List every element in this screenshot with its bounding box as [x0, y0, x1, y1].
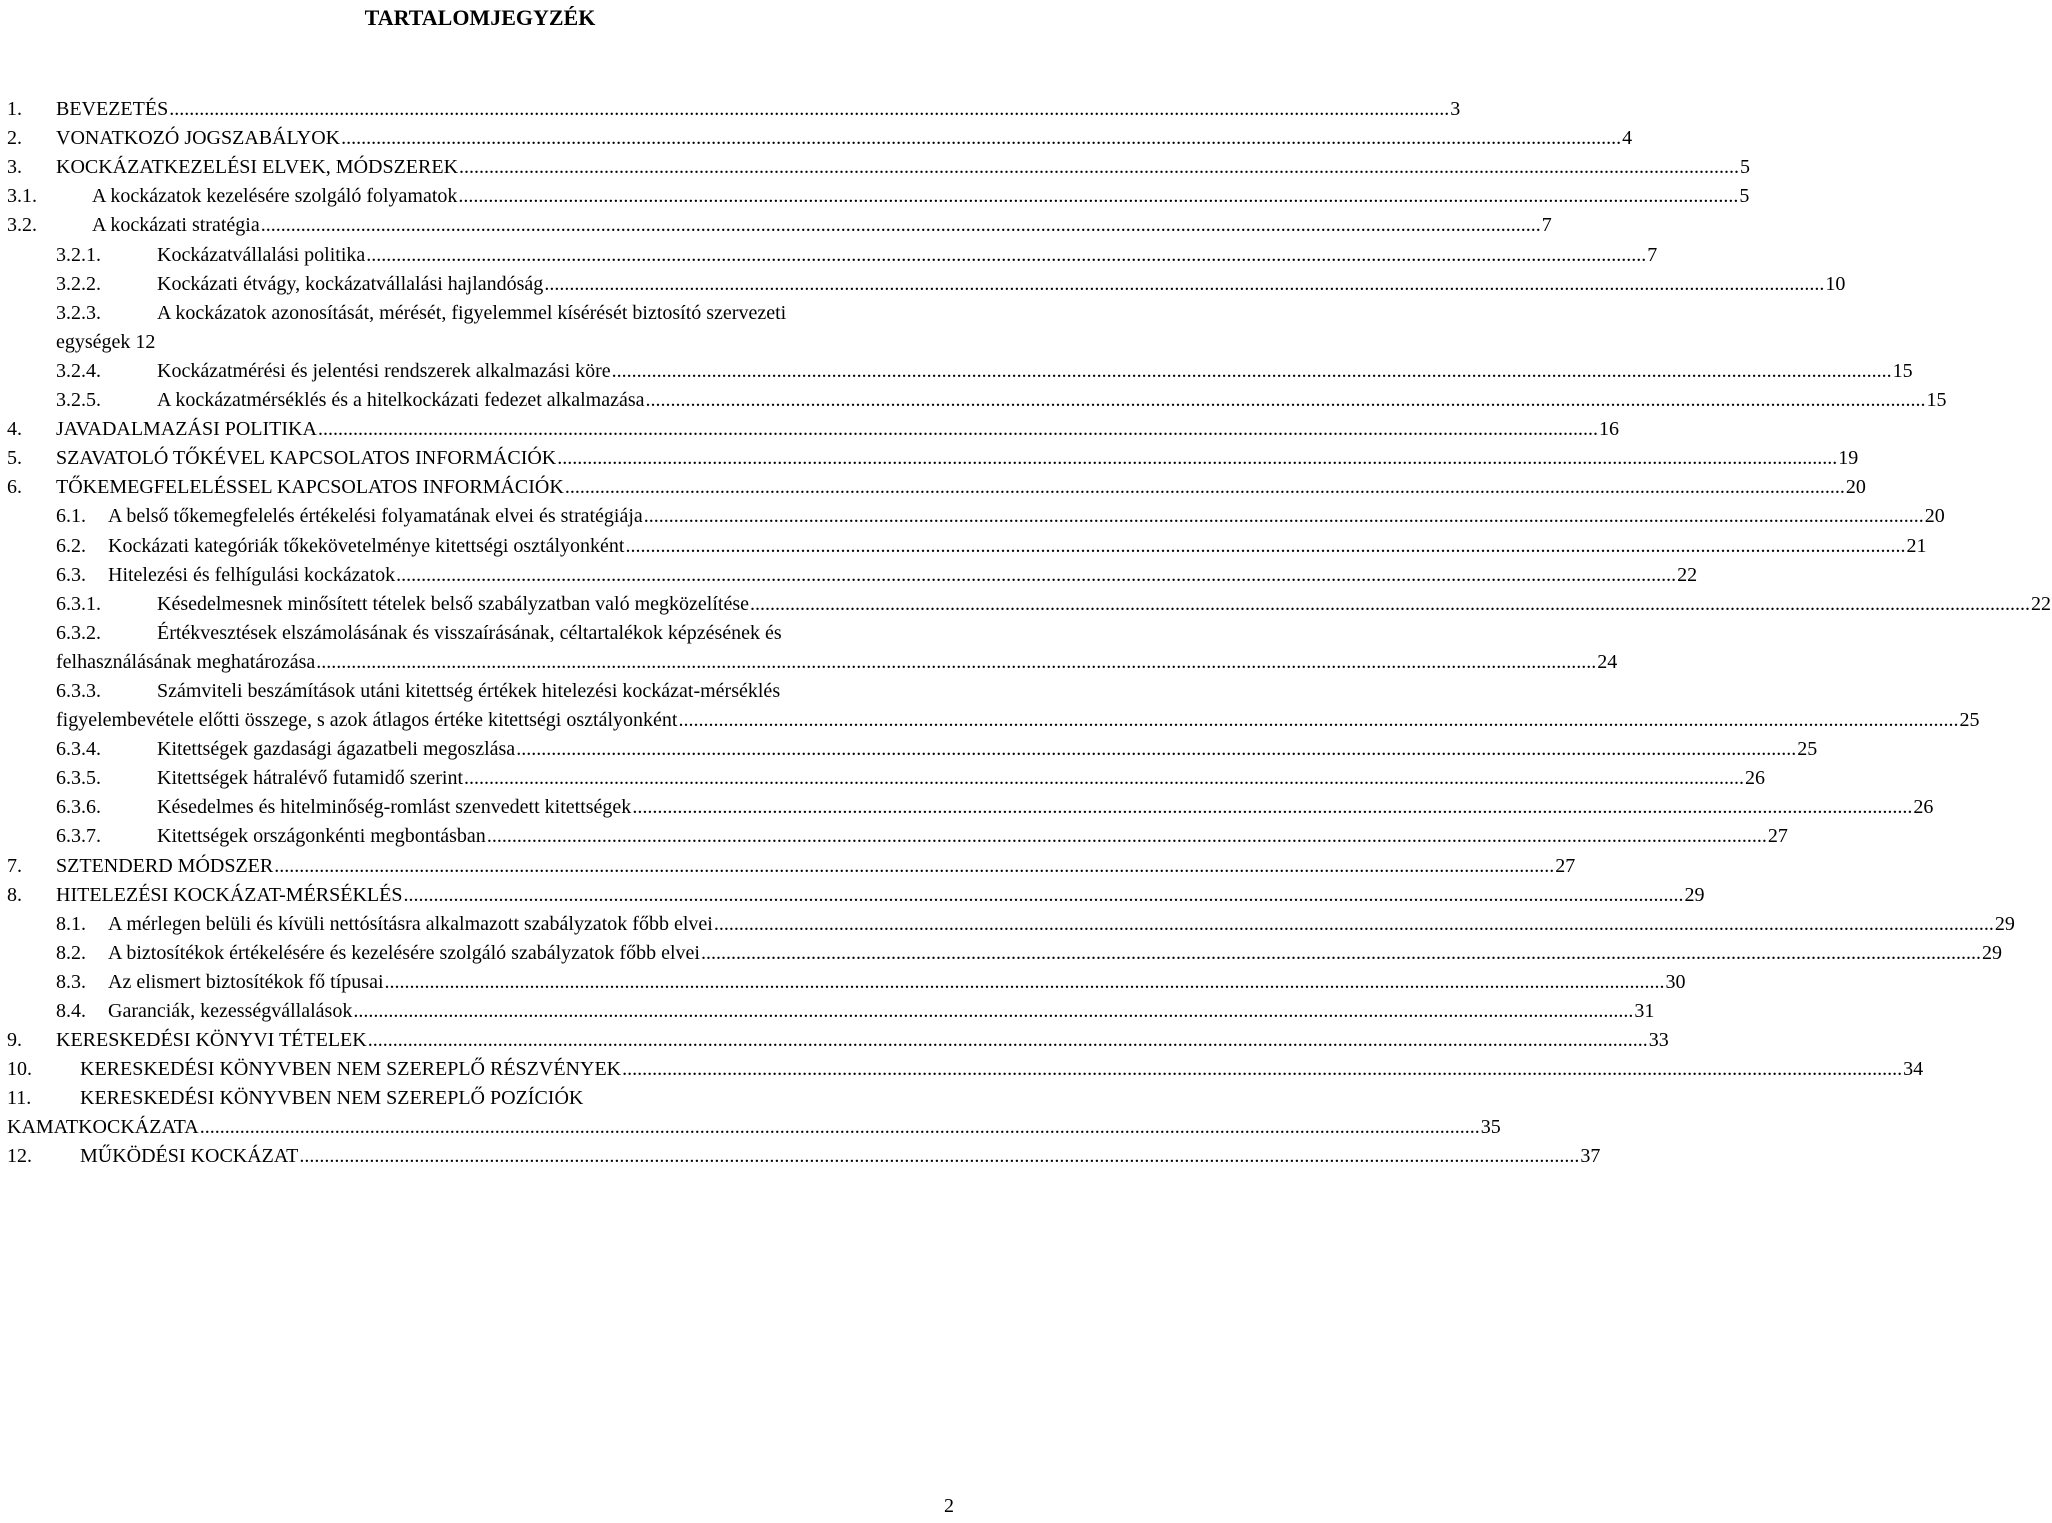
toc-entry-page: 24	[1597, 650, 1618, 673]
toc-entry-title: Kockázati kategóriák tőkekövetelménye kitettségi osztályonként	[108, 534, 625, 557]
toc-entry[interactable]	[0, 384, 1947, 413]
toc-dot-leader	[714, 913, 1994, 935]
toc-entry[interactable]	[0, 1024, 1669, 1053]
toc-entry[interactable]	[0, 442, 1859, 471]
toc-entry-page: 35	[1480, 1116, 1501, 1139]
toc-entry-number: 8.3.	[56, 970, 86, 993]
toc-entry-page: 37	[1580, 1145, 1601, 1168]
toc-entry-number: 2.	[7, 127, 22, 150]
toc-dot-leader	[544, 273, 1824, 295]
toc-entry-title: BEVEZETÉS	[56, 98, 169, 121]
toc-entry-title: KERESKEDÉSI KÖNYVI TÉTELEK	[56, 1029, 367, 1052]
toc-dot-leader	[261, 214, 1541, 236]
toc-dot-leader	[622, 1058, 1902, 1080]
toc-dot-leader	[612, 360, 1892, 382]
toc-dot-leader	[701, 942, 1981, 964]
toc-entry-title: Késedelmesnek minősített tételek belső szabályzatban való megközelítése	[157, 592, 750, 615]
toc-entry-number: 6.3.7.	[56, 825, 101, 848]
toc-entry-page: 22	[1677, 563, 1698, 586]
toc-entry-number: 3.1.	[7, 185, 37, 208]
toc-entry[interactable]	[0, 762, 1766, 791]
toc-entry-page: 26	[1745, 767, 1766, 790]
toc-entry-number: 6.3.1.	[56, 592, 101, 615]
toc-entry-number: 3.2.1.	[56, 243, 101, 266]
toc-entry-page: 27	[1767, 825, 1788, 848]
toc-dot-leader	[368, 1029, 1648, 1051]
toc-entry-page: 26	[1913, 796, 1934, 819]
toc-entry-title: KERESKEDÉSI KÖNYVBEN NEM SZEREPLŐ RÉSZVÉNYEK	[80, 1058, 622, 1081]
toc-entry-title: Számviteli beszámítások utáni kitettség értékek hitelezési kockázat-mérséklés	[157, 679, 781, 702]
toc-entry-title: A kockázati stratégia	[92, 214, 260, 237]
toc-entry-title-continued: figyelembevétele előtti összege, s azok átlagos értéke kitettségi osztályonként	[56, 709, 678, 732]
toc-entry-title: SZTENDERD MÓDSZER	[56, 854, 274, 877]
toc-entry-title: Kockázatvállalási politika	[157, 243, 366, 266]
toc-dot-leader	[458, 185, 1738, 207]
toc-entry-number: 3.2.2.	[56, 272, 101, 295]
toc-entry-page: 10	[1825, 272, 1846, 295]
toc-entry-title: A belső tőkemegfelelés értékelési folyamatának elvei és stratégiája	[108, 505, 643, 528]
toc-entry-page: 5	[1739, 185, 1750, 208]
toc-entry-title-continued: KAMATKOCKÁZATA	[7, 1116, 199, 1139]
toc-dot-leader	[646, 389, 1926, 411]
toc-dot-leader	[464, 767, 1744, 789]
toc-entry-title-continued: felhasználásának meghatározása	[56, 650, 316, 673]
toc-entry[interactable]	[0, 588, 2052, 617]
table-of-contents	[0, 93, 2052, 1169]
toc-entry-title: SZAVATOLÓ TŐKÉVEL KAPCSOLATOS INFORMÁCIÓK	[56, 447, 557, 470]
toc-entry-page: 20	[1845, 476, 1866, 499]
toc-entry[interactable]	[0, 268, 1846, 297]
toc-dot-leader	[366, 244, 1646, 266]
toc-entry-title: KOCKÁZATKEZELÉSI ELVEK, MÓDSZEREK	[56, 156, 459, 179]
toc-entry[interactable]	[0, 1082, 1501, 1140]
toc-entry-title: Kitettségek hátralévő futamidő szerint	[157, 767, 464, 790]
toc-entry-title: HITELEZÉSI KOCKÁZAT-MÉRSÉKLÉS	[56, 883, 403, 906]
toc-dot-leader	[516, 738, 1796, 760]
toc-entry[interactable]	[0, 122, 1633, 151]
toc-entry[interactable]	[0, 791, 1934, 820]
toc-entry-page: 31	[1634, 1000, 1655, 1022]
toc-entry-number: 11.	[7, 1087, 32, 1110]
toc-entry[interactable]	[0, 849, 1576, 878]
toc-entry[interactable]	[0, 209, 1552, 238]
toc-entry-page: 5	[1740, 156, 1751, 179]
toc-entry-number: 3.	[7, 156, 22, 179]
toc-entry-title: Kockázatmérési és jelentési rendszerek alkalmazási köre	[157, 359, 611, 382]
toc-entry-page: 21	[1906, 534, 1927, 557]
toc-entry[interactable]	[0, 559, 1698, 588]
toc-entry-number: 9.	[7, 1029, 22, 1052]
toc-entry[interactable]	[0, 995, 1655, 1024]
toc-entry-page: 34	[1903, 1058, 1924, 1081]
toc-entry-number: 3.2.5.	[56, 389, 101, 412]
toc-entry-number: 3.2.4.	[56, 359, 101, 382]
toc-dot-leader	[632, 796, 1912, 818]
toc-dot-leader	[299, 1145, 1579, 1167]
toc-entry-number: 6.2.	[56, 534, 86, 557]
toc-entry-title: Hitelezési és felhígulási kockázatok	[108, 563, 396, 586]
toc-dot-leader	[678, 709, 1958, 731]
toc-entry-page: 25	[1959, 709, 1980, 732]
toc-dot-leader	[169, 98, 1449, 120]
toc-entry[interactable]	[0, 966, 1686, 995]
toc-entry-number: 4.	[7, 418, 22, 441]
toc-entry-title: JAVADALMAZÁSI POLITIKA	[56, 418, 317, 441]
toc-entry-title: A biztosítékok értékelésére és kezelésére szolgáló szabályzatok főbb elvei	[108, 941, 700, 964]
toc-entry[interactable]	[0, 529, 1927, 558]
toc-entry[interactable]	[0, 1053, 1924, 1082]
toc-entry-number: 7.	[7, 854, 22, 877]
toc-entry-page: 29	[1684, 883, 1705, 906]
toc-entry-title: A kockázatmérséklés és a hitelkockázati fedezet alkalmazása	[157, 389, 645, 412]
toc-entry-title: Késedelmes és hitelminőség-romlást szenvedett kitettségek	[157, 796, 632, 819]
toc-entry-title: Garanciák, kezességvállalások	[108, 1000, 353, 1022]
toc-entry-title: Kockázati étvágy, kockázatvállalási hajlandóság	[157, 272, 544, 295]
page-number: 2	[944, 1495, 954, 1517]
toc-entry[interactable]	[0, 355, 1913, 384]
toc-entry-page: 7	[1541, 214, 1552, 237]
toc-entry-title: A kockázatok kezelésére szolgáló folyamatok	[92, 185, 458, 208]
toc-dot-leader	[557, 447, 1837, 469]
toc-entry-page: 15	[1926, 389, 1947, 412]
toc-dot-leader	[459, 156, 1739, 178]
toc-entry-number: 6.3.5.	[56, 767, 101, 790]
toc-entry[interactable]	[0, 471, 1866, 500]
toc-entry-number: 6.3.	[56, 563, 86, 586]
toc-entry-number: 3.2.3.	[56, 301, 101, 324]
toc-entry-number: 8.2.	[56, 941, 86, 964]
toc-entry[interactable]	[0, 908, 2015, 937]
toc-entry-page: 25	[1797, 738, 1818, 761]
toc-dot-leader	[565, 476, 1845, 498]
toc-entry-title: A mérlegen belüli és kívüli nettósításra alkalmazott szabályzatok főbb elvei	[108, 912, 713, 935]
toc-entry-title: KERESKEDÉSI KÖNYVBEN NEM SZEREPLŐ POZÍCIÓK	[80, 1087, 584, 1110]
toc-entry-page: 19	[1838, 447, 1859, 470]
toc-dot-leader	[385, 971, 1665, 993]
toc-entry-number: 6.3.4.	[56, 738, 101, 761]
toc-entry-page: 4	[1622, 127, 1633, 150]
toc-entry-page: 27	[1555, 854, 1576, 877]
toc-entry-title: MŰKÖDÉSI KOCKÁZAT	[80, 1145, 299, 1168]
toc-dot-leader	[318, 418, 1598, 440]
toc-entry-page: 7	[1647, 243, 1658, 266]
toc-dot-leader	[625, 535, 1905, 557]
toc-entry-number: 1.	[7, 98, 22, 121]
toc-entry[interactable]	[0, 675, 1980, 733]
toc-dot-leader	[274, 855, 1554, 877]
toc-entry-page: 15	[1892, 359, 1913, 382]
toc-entry-number: 6.1.	[56, 505, 86, 528]
toc-entry-number: 10.	[7, 1058, 32, 1081]
toc-entry-number: 3.2.	[7, 214, 37, 237]
toc-entry-number: 6.3.3.	[56, 679, 101, 702]
toc-entry-page: 30	[1665, 970, 1686, 993]
toc-entry-number: 8.	[7, 883, 22, 906]
toc-entry-page: 16	[1598, 418, 1619, 441]
toc-entry-title-continued: egységek 12	[56, 330, 156, 353]
toc-entry[interactable]	[0, 879, 1705, 908]
toc-dot-leader	[644, 505, 1924, 527]
toc-entry-number: 5.	[7, 447, 22, 470]
toc-entry[interactable]	[0, 820, 1788, 849]
toc-entry-number: 8.1.	[56, 912, 86, 935]
toc-entry[interactable]	[0, 733, 1818, 762]
toc-entry[interactable]	[0, 500, 1945, 529]
toc-entry-title: TŐKEMEGFELELÉSSEL KAPCSOLATOS INFORMÁCIÓK	[56, 476, 564, 499]
toc-entry-title: VONATKOZÓ JOGSZABÁLYOK	[56, 127, 341, 150]
toc-entry-page: 29	[1994, 912, 2015, 935]
toc-dot-leader	[487, 825, 1767, 847]
toc-dot-leader	[403, 884, 1683, 906]
toc-entry-page: 29	[1981, 941, 2002, 964]
toc-entry[interactable]	[0, 617, 1618, 675]
toc-dot-leader	[750, 593, 2030, 615]
toc-entry[interactable]	[0, 297, 960, 355]
toc-entry-number: 6.	[7, 476, 22, 499]
toc-dot-leader	[200, 1116, 1480, 1138]
toc-dot-leader	[353, 1000, 1633, 1022]
toc-entry-title: A kockázatok azonosítását, mérését, figyelemmel kísérését biztosító szervezeti	[157, 301, 787, 324]
toc-entry-title: Kitettségek országonkénti megbontásban	[157, 825, 486, 848]
toc-entry-title: Kitettségek gazdasági ágazatbeli megoszlása	[157, 738, 516, 761]
toc-entry[interactable]	[0, 180, 1750, 209]
toc-entry-page: 3	[1450, 98, 1461, 121]
toc-entry[interactable]	[0, 238, 1658, 267]
toc-entry-number: 8.4.	[56, 1000, 86, 1022]
toc-entry-page: 22	[2031, 592, 2052, 615]
toc-entry[interactable]	[0, 151, 1751, 180]
toc-entry-title: Értékvesztések elszámolásának és visszaírásának, céltartalékok képzésének és	[157, 621, 782, 644]
toc-entry[interactable]	[0, 1140, 1601, 1169]
toc-entry-number: 6.3.6.	[56, 796, 101, 819]
toc-entry[interactable]	[0, 413, 1619, 442]
toc-entry-page: 20	[1924, 505, 1945, 528]
toc-entry[interactable]	[0, 93, 1461, 122]
toc-dot-leader	[316, 651, 1596, 673]
toc-entry-title: Az elismert biztosítékok fő típusai	[108, 970, 384, 993]
toc-dot-leader	[396, 564, 1676, 586]
toc-entry[interactable]	[0, 937, 2002, 966]
toc-entry-page: 33	[1648, 1029, 1669, 1052]
toc-dot-leader	[341, 127, 1621, 149]
toc-entry-number: 12.	[7, 1145, 32, 1168]
page-title: TARTALOMJEGYZÉK	[364, 5, 596, 30]
toc-entry-number: 6.3.2.	[56, 621, 101, 644]
